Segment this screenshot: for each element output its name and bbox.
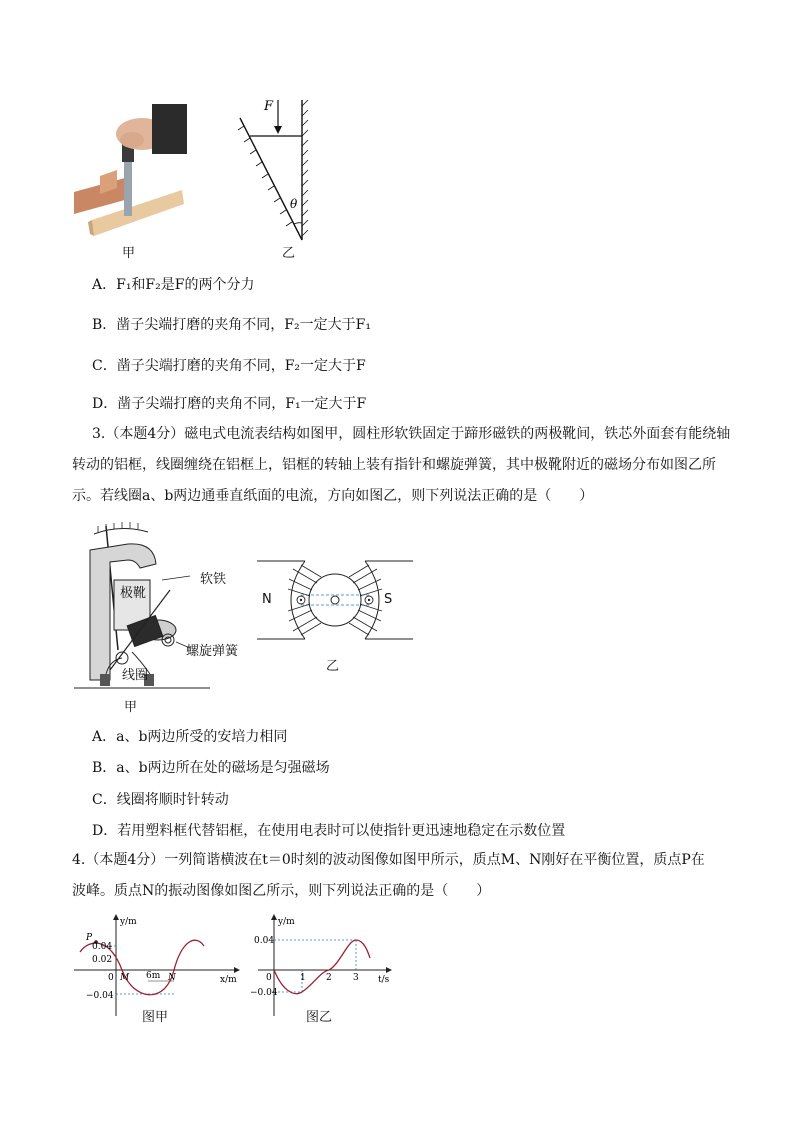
vib-tick-pos: 0.04: [254, 936, 275, 946]
vib-tick-neg: −0.04: [250, 988, 278, 998]
vib-origin: 0: [266, 973, 272, 983]
figure1-left-caption: 甲: [122, 246, 136, 261]
wave-dist: 6m: [146, 971, 161, 981]
q2-option-a: A．F₁和F₂是F的两个分力: [92, 277, 255, 293]
wave-xlabel: x/m: [220, 975, 237, 985]
q3-stem-line1: 3.（本题4分）磁电式电流表结构如图甲，圆柱形软铁固定于蹄形磁铁的两极靴间，铁芯外面套有能绕轴: [92, 426, 731, 442]
q4-stem-line2: 波峰。质点N的振动图像如图乙所示，则下列说法正确的是（ ）: [72, 883, 491, 899]
wave-tick-002: 0.02: [92, 955, 113, 965]
label-spring: 螺旋弹簧: [186, 644, 239, 659]
vib-ylabel: y/m: [278, 917, 295, 927]
figure-galvanometer: [70, 520, 270, 710]
q3-stem-line3: 示。若线圈a、b两边通垂直纸面的电流，方向如图乙，则下列说法正确的是（ ）: [72, 488, 594, 504]
q3-option-b: B．a、b两边所在处的磁场是匀强磁场: [92, 760, 330, 776]
label-N: N: [262, 592, 272, 607]
vib-t3: 3: [353, 973, 359, 983]
wave-ylabel: y/m: [120, 917, 137, 927]
q3-stem-line2: 转动的铝框，线圈缠绕在铝框上，铝框的转轴上装有指针和螺旋弹簧，其中极靴附近的磁场分布如图乙所: [72, 457, 716, 473]
q2-option-d: D．凿子尖端打磨的夹角不同，F₁一定大于F: [92, 396, 367, 412]
q2-option-b: B．凿子尖端打磨的夹角不同，F₂一定大于F₁: [92, 317, 371, 333]
wave-tick-neg: −0.04: [86, 991, 114, 1001]
vib-t1: 1: [300, 973, 306, 983]
wave-origin: 0: [108, 973, 114, 983]
graph-vibration-caption: 图乙: [306, 1010, 333, 1025]
label-soft-iron: 软铁: [200, 572, 227, 587]
wave-tick-004: 0.04: [92, 942, 113, 952]
force-label: F: [264, 99, 274, 114]
graph-wave-caption: 图甲: [142, 1010, 169, 1025]
q3-option-c: C．线圈将顺时针转动: [92, 792, 229, 808]
figure-chisel-photo: [72, 100, 187, 240]
figure-incline-diagram: [232, 96, 312, 246]
q4-stem-line1: 4.（本题4分）一列简谐横波在t＝0时刻的波动图像如图甲所示，质点M、N刚好在平衡位置，质点P在: [72, 852, 705, 868]
q3-option-d: D．若用塑料框代替铝框，在使用电表时可以使指针更迅速地稳定在示数位置: [92, 823, 566, 839]
angle-label: θ: [290, 197, 298, 211]
vib-xlabel: t/s: [378, 975, 390, 985]
figure-galv-caption: 甲: [124, 700, 138, 715]
figure1-right-caption: 乙: [282, 246, 296, 261]
label-S: S: [384, 592, 393, 607]
label-pole-shoe: 极靴: [120, 586, 147, 601]
wave-label-M: M: [120, 973, 130, 983]
wave-label-P: P: [86, 933, 93, 943]
q2-option-c: C．凿子尖端打磨的夹角不同，F₂一定大于F: [92, 358, 366, 374]
figure-field-caption: 乙: [326, 659, 340, 674]
wave-label-N: N: [168, 973, 176, 983]
label-coil: 线圈: [122, 668, 149, 683]
vib-t2: 2: [326, 973, 332, 983]
q3-option-a: A．a、b两边所受的安培力相同: [92, 729, 288, 745]
